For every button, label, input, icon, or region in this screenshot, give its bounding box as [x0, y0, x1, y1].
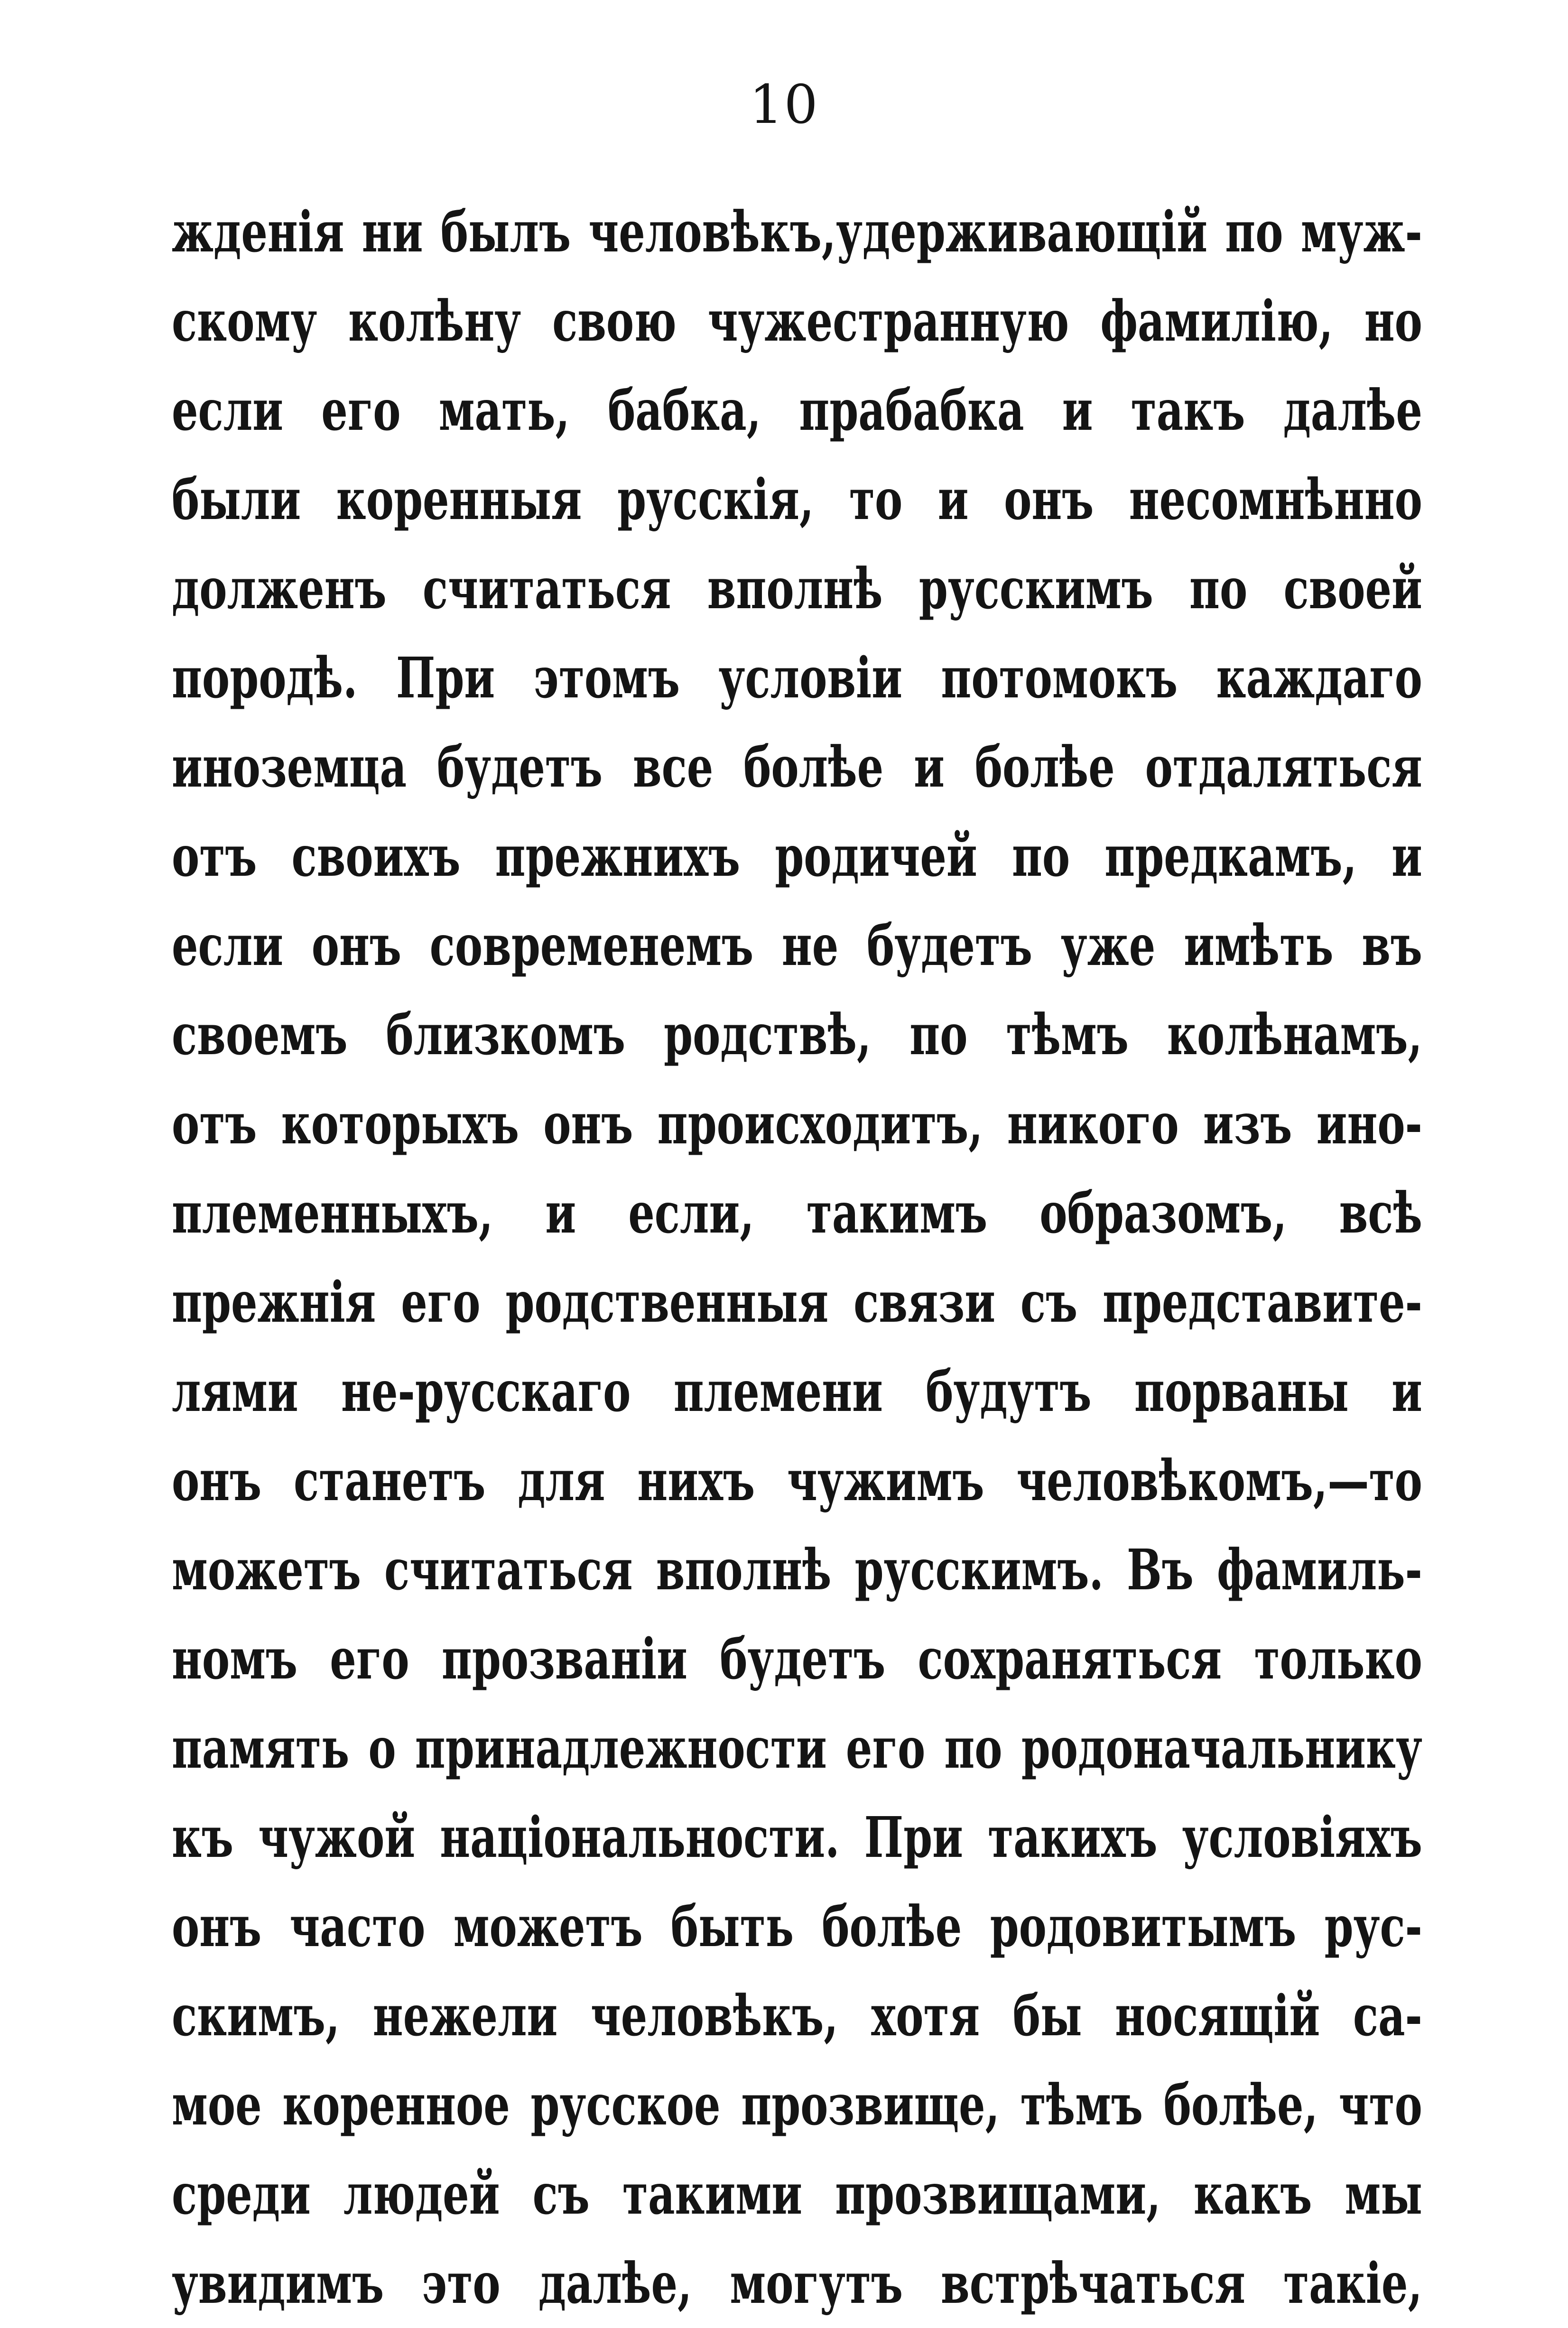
- text-line: номъ его прозваніи будетъ сохраняться только: [172, 1626, 1422, 1692]
- text-line: увидимъ это далѣе, могутъ встрѣчаться такіе,: [172, 2250, 1422, 2316]
- text-line: онъ станетъ для нихъ чужимъ человѣкомъ,—то: [172, 1447, 1422, 1513]
- text-line: иноземца будетъ все болѣе и болѣе отдаляться: [172, 734, 1422, 800]
- text-line: онъ часто можетъ быть болѣе родовитымъ рус-: [172, 1893, 1422, 1959]
- body-text: [172, 187, 1422, 2328]
- text-line: жденія ни былъ человѣкъ,удерживающій по муж-: [172, 199, 1422, 265]
- text-line: своемъ близкомъ родствѣ, по тѣмъ колѣнамъ,: [172, 1002, 1422, 1067]
- page-number: 10: [749, 74, 819, 136]
- text-line: прежнія его родственныя связи съ представите-: [172, 1269, 1422, 1335]
- text-line: долженъ считаться вполнѣ русскимъ по своей: [172, 556, 1422, 621]
- text-line: были коренныя русскія, то и онъ несомнѣнно: [172, 466, 1422, 532]
- text-line: можетъ считаться вполнѣ русскимъ. Въ фамиль-: [172, 1537, 1422, 1603]
- text-line: мое коренное русское прозвище, тѣмъ болѣе, что: [172, 2072, 1422, 2138]
- text-line: если онъ современемъ не будетъ уже имѣть въ: [172, 912, 1422, 978]
- text-line: память о принадлежности его по родоначальнику: [172, 1715, 1422, 1781]
- text-line: племенныхъ, и если, такимъ образомъ, всѣ: [172, 1180, 1422, 1246]
- text-line: отъ которыхъ онъ происходитъ, никого изъ ино-: [172, 1091, 1422, 1157]
- text-line: скому колѣну свою чужестранную фамилію, но: [172, 288, 1422, 354]
- text-line: лями не-русскаго племени будутъ порваны и: [172, 1358, 1422, 1424]
- text-line: отъ своихъ прежнихъ родичей по предкамъ, и: [172, 823, 1422, 889]
- text-line: скимъ, нежели человѣкъ, хотя бы носящій са-: [172, 1983, 1422, 2049]
- text-line: породѣ. При этомъ условіи потомокъ каждаго: [172, 645, 1422, 711]
- text-line: если его мать, бабка, прабабка и такъ далѣе: [172, 377, 1422, 443]
- text-line: къ чужой національности. При такихъ условіяхъ: [172, 1804, 1422, 1870]
- text-line: среди людей съ такими прозвищами, какъ мы: [172, 2161, 1422, 2227]
